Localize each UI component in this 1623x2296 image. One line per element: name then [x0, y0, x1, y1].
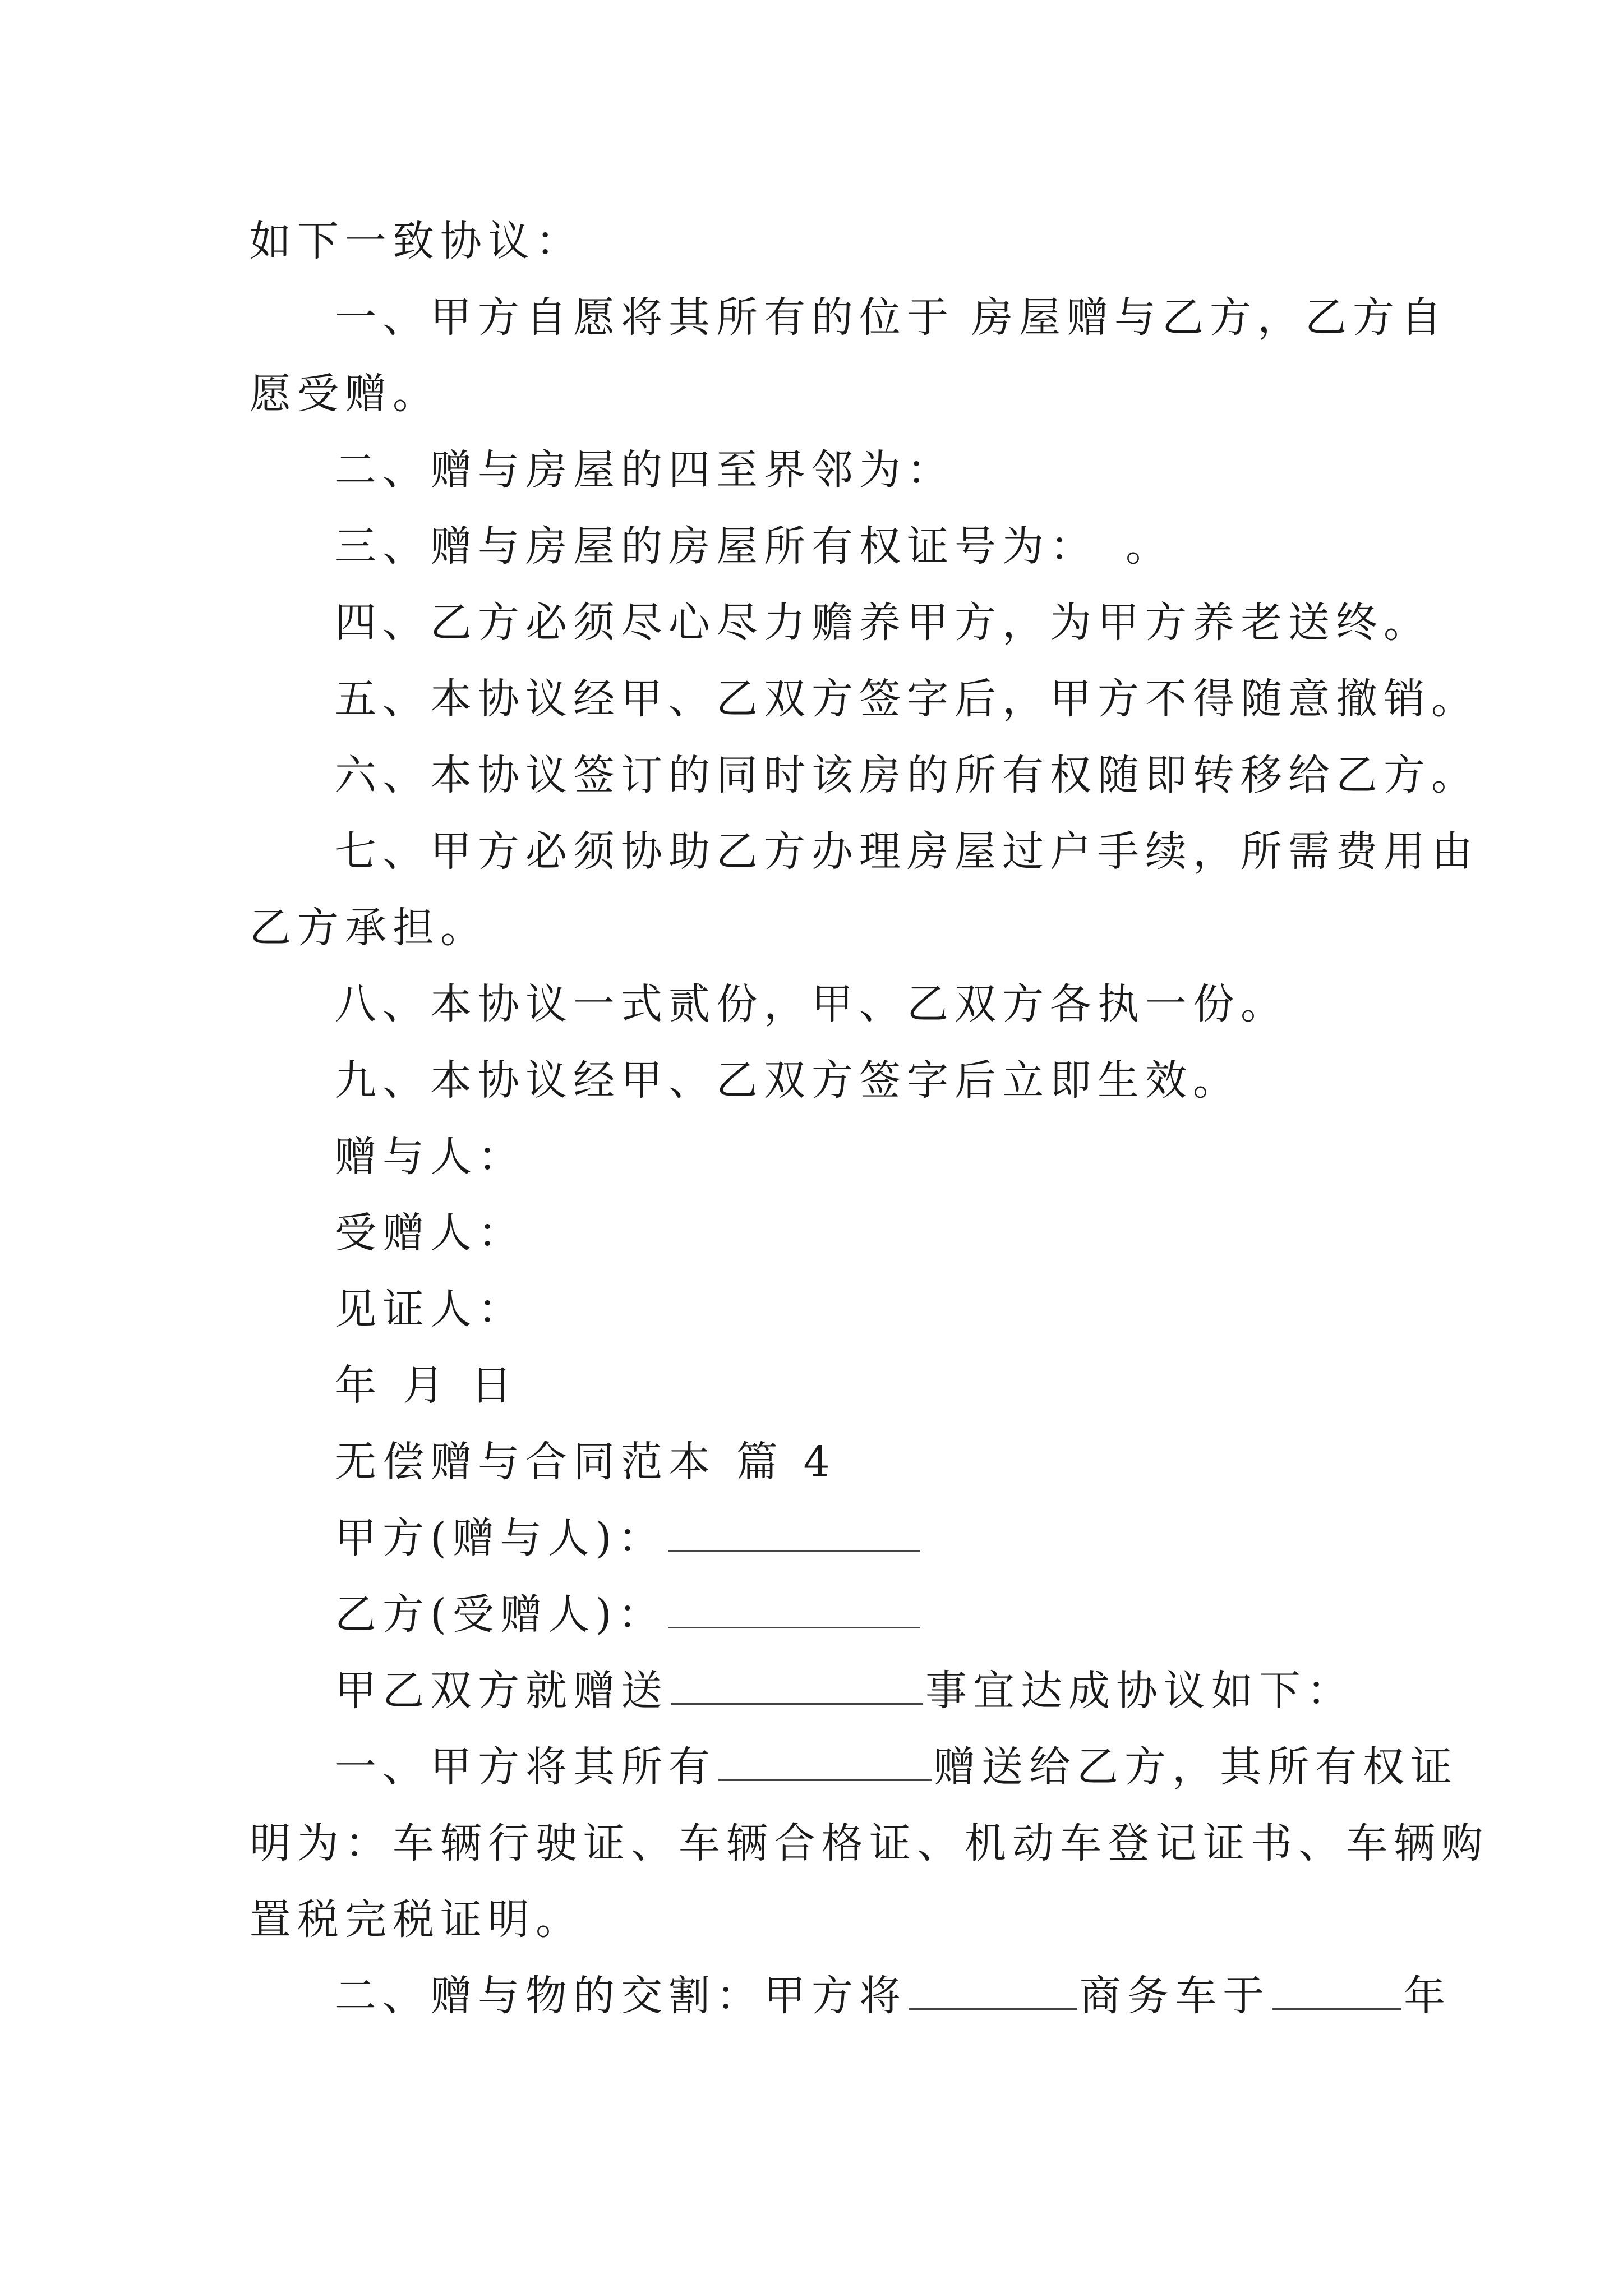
- text: 无偿赠与合同范本: [335, 1438, 716, 1486]
- text: 甲方(赠与人)：: [335, 1514, 666, 1562]
- paragraph-line: [335, 518, 1173, 574]
- paragraph-line: [250, 213, 583, 269]
- paragraph-line: [250, 366, 440, 422]
- text: 一、甲方自愿将其所有的位于: [335, 293, 955, 342]
- text: 二、赠与房屋的四至界邻为：: [335, 446, 955, 494]
- text: 受赠人：: [335, 1209, 525, 1257]
- text: 篇 4: [736, 1438, 836, 1486]
- paragraph-line: [335, 1968, 1451, 2024]
- paragraph-line: [250, 1892, 583, 1948]
- text: 四、乙方必须尽心尽力赡养甲方，为甲方养老送终。: [335, 599, 1431, 647]
- text: 三、赠与房屋的房屋所有权证号为：: [335, 522, 1098, 570]
- fill-in-blank: [671, 1669, 923, 1705]
- text: 六、本协议签订的同时该房的所有权随即转移给乙方。: [335, 751, 1479, 799]
- paragraph-line: [335, 823, 1479, 880]
- paragraph-line: [250, 1815, 1489, 1871]
- signature-label: [335, 1205, 525, 1261]
- text: 二、赠与物的交割：甲方将: [335, 1972, 907, 2020]
- text: 见证人：: [335, 1285, 525, 1333]
- paragraph-line: [335, 1663, 1354, 1719]
- text: 赠送给乙方，其所有权证: [934, 1743, 1458, 1791]
- text: 愿受赠。: [250, 370, 440, 418]
- paragraph-line: [335, 1739, 1458, 1795]
- paragraph-line: [335, 747, 1479, 803]
- text: 房屋赠与乙方，乙方自: [971, 293, 1448, 342]
- fill-in-blank: [668, 1593, 920, 1628]
- text: 如下一致协议：: [250, 217, 583, 265]
- text: 七、甲方必须协助乙方办理房屋过户手续，所需费用由: [335, 827, 1479, 876]
- text: 五、本协议经甲、乙双方签字后，甲方不得随意撤销。: [335, 675, 1479, 723]
- fill-in-blank: [909, 1975, 1077, 2010]
- paragraph-line: [335, 1510, 923, 1566]
- paragraph-line: [335, 1052, 1241, 1108]
- text: 明为：车辆行驶证、车辆合格证、机动车登记证书、车辆购: [250, 1819, 1489, 1867]
- text: 日: [471, 1361, 518, 1410]
- text: 置税完税证明。: [250, 1895, 583, 1944]
- date-line: [335, 1358, 518, 1414]
- paragraph-line: [335, 442, 955, 498]
- signature-label: [335, 1281, 525, 1337]
- text: 事宜达成协议如下：: [925, 1667, 1354, 1715]
- fill-in-blank: [718, 1746, 932, 1781]
- text: 乙方承担。: [250, 904, 488, 952]
- paragraph-line: [335, 671, 1479, 727]
- paragraph-line: [335, 976, 1288, 1032]
- paragraph-line: [335, 1586, 923, 1642]
- text: 八、本协议一式贰份，甲、乙双方各执一份。: [335, 980, 1288, 1028]
- text: 一、甲方将其所有: [335, 1743, 716, 1791]
- signature-label: [335, 1129, 525, 1185]
- text: 年: [1404, 1972, 1451, 2020]
- text: 月: [403, 1361, 450, 1410]
- text: 乙方(受赠人)：: [335, 1590, 666, 1639]
- text: 年: [335, 1361, 382, 1410]
- text: 甲乙双方就赠送: [335, 1667, 668, 1715]
- text: 。: [1126, 522, 1173, 570]
- paragraph-line: [250, 900, 488, 956]
- section-title: [335, 1434, 836, 1490]
- fill-in-blank: [1272, 1975, 1401, 2010]
- paragraph-line: [335, 289, 1448, 346]
- text: 九、本协议经甲、乙双方签字后立即生效。: [335, 1056, 1241, 1105]
- text: 赠与人：: [335, 1133, 525, 1181]
- paragraph-line: [335, 595, 1431, 651]
- text: 商务车于: [1080, 1972, 1270, 2020]
- fill-in-blank: [668, 1517, 920, 1552]
